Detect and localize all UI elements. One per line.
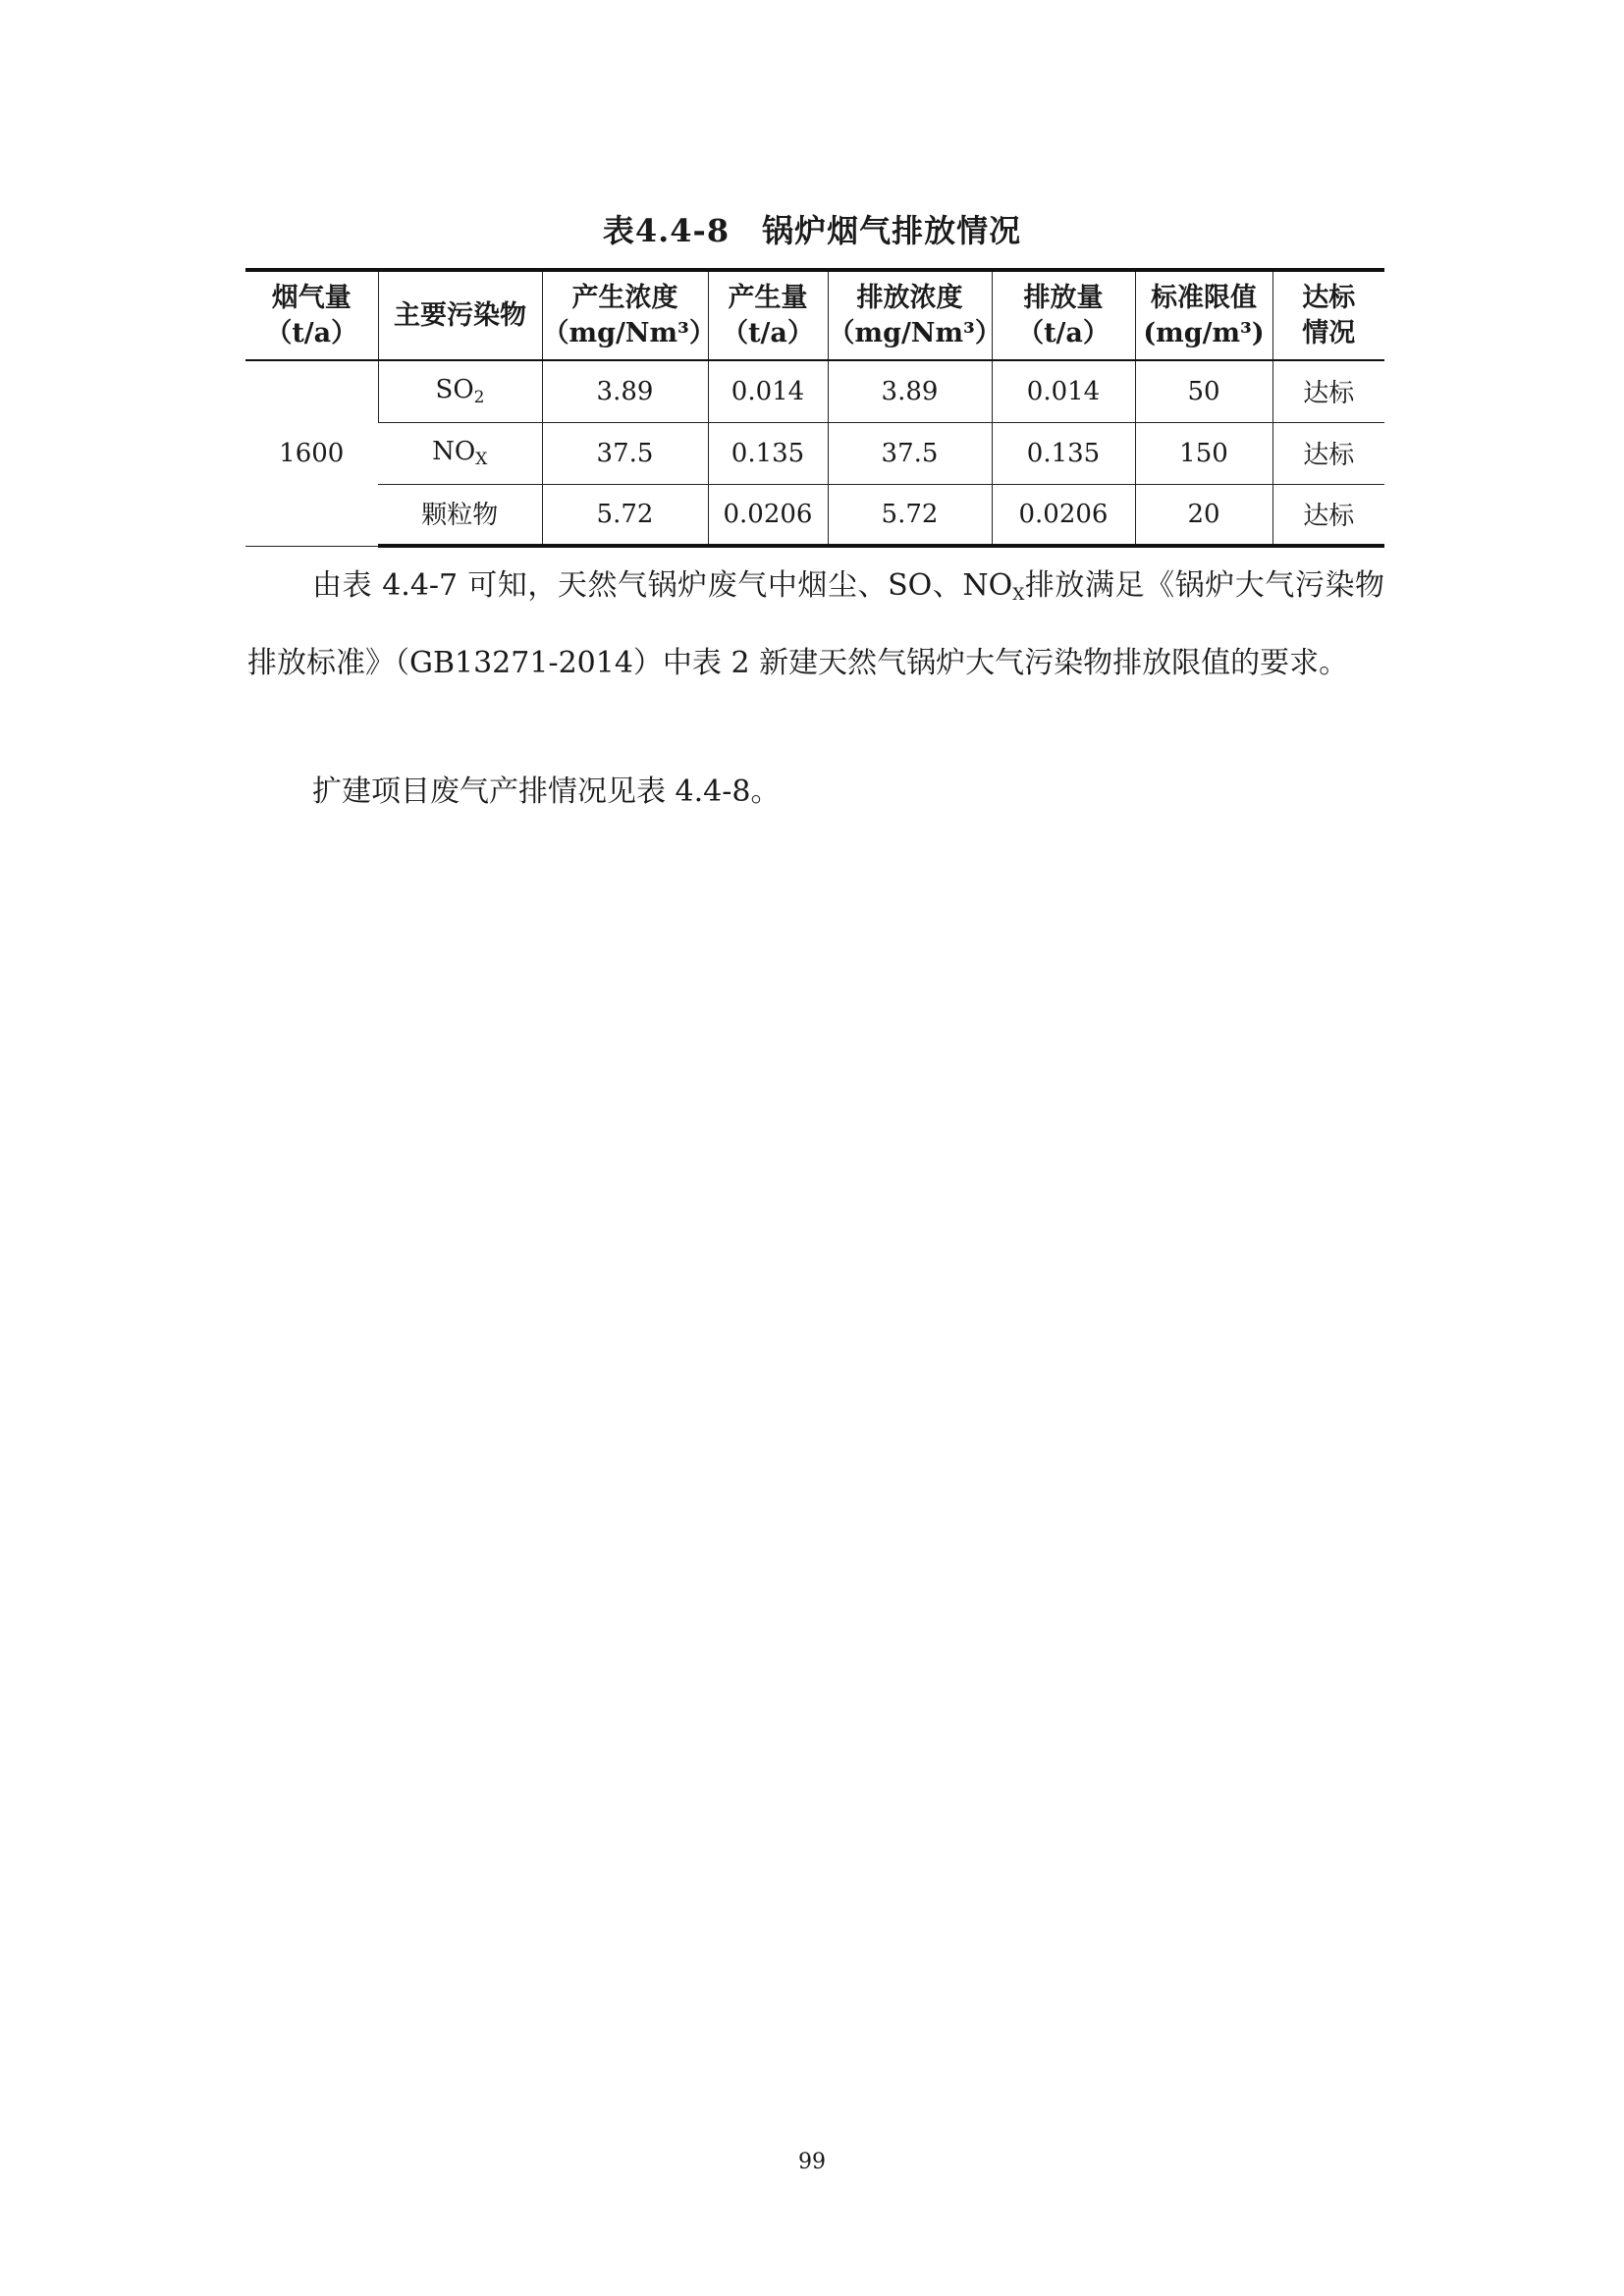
status-cell: 达标 bbox=[1272, 484, 1384, 546]
limit-cell: 20 bbox=[1135, 484, 1272, 546]
status-cell: 达标 bbox=[1272, 422, 1384, 484]
pollutant-cell: 颗粒物 bbox=[378, 484, 542, 546]
pollutant-cell: $SO_2$ bbox=[378, 360, 542, 422]
gen-amt-cell: 0.0206 bbox=[708, 484, 828, 546]
gen-conc-cell: 3.89 bbox=[542, 360, 708, 422]
limit-cell: 50 bbox=[1135, 360, 1272, 422]
gen-amt-cell: 0.014 bbox=[708, 360, 828, 422]
emit-amt-cell: 0.135 bbox=[992, 422, 1135, 484]
body-paragraph: 由表 4.4-7 可知，天然气锅炉废气中烟尘、SO、$NO_X$排放满足《锅炉大气污染物排放标准》（GB13271-2014）中表 2 新建天然气锅炉大气污染物排放限值的要求。 bbox=[247, 568, 1385, 680]
table-row bbox=[245, 360, 1384, 422]
header-flue-gas-volume: 烟气量 （t/a） bbox=[245, 270, 378, 360]
gen-amt-cell: 0.135 bbox=[708, 422, 828, 484]
page-number: 99 bbox=[798, 2150, 826, 2174]
emit-conc-cell: 3.89 bbox=[828, 360, 992, 422]
table-caption: 表4.4-8 锅炉烟气排放情况 bbox=[602, 212, 1022, 249]
emit-conc-cell: 37.5 bbox=[828, 422, 992, 484]
header-generation-concentration: 产生浓度 （mg/Nm³） bbox=[542, 270, 708, 360]
header-emission-amount: 排放量 （t/a） bbox=[992, 270, 1135, 360]
header-generation-amount: 产生量 （t/a） bbox=[708, 270, 828, 360]
limit-cell: 150 bbox=[1135, 422, 1272, 484]
header-standard-limit: 标准限值 (mg/m³) bbox=[1135, 270, 1272, 360]
emit-amt-cell: 0.014 bbox=[992, 360, 1135, 422]
header-pollutant: 主要污染物 bbox=[378, 270, 542, 360]
emission-table bbox=[245, 268, 1384, 548]
emit-conc-cell: 5.72 bbox=[828, 484, 992, 546]
gen-conc-cell: 37.5 bbox=[542, 422, 708, 484]
flue-gas-volume-cell: 1600 bbox=[245, 360, 378, 546]
header-compliance: 达标 情况 bbox=[1272, 270, 1384, 360]
pollutant-cell: $NO_X$ bbox=[378, 422, 542, 484]
body-paragraph: 扩建项目废气产排情况见表 4.4-8。 bbox=[312, 774, 781, 809]
gen-conc-cell: 5.72 bbox=[542, 484, 708, 546]
emit-amt-cell: 0.0206 bbox=[992, 484, 1135, 546]
table-header-row bbox=[245, 270, 1384, 360]
header-emission-concentration: 排放浓度 （mg/Nm³） bbox=[828, 270, 992, 360]
table-row bbox=[245, 484, 1384, 546]
status-cell: 达标 bbox=[1272, 360, 1384, 422]
table-row bbox=[245, 422, 1384, 484]
